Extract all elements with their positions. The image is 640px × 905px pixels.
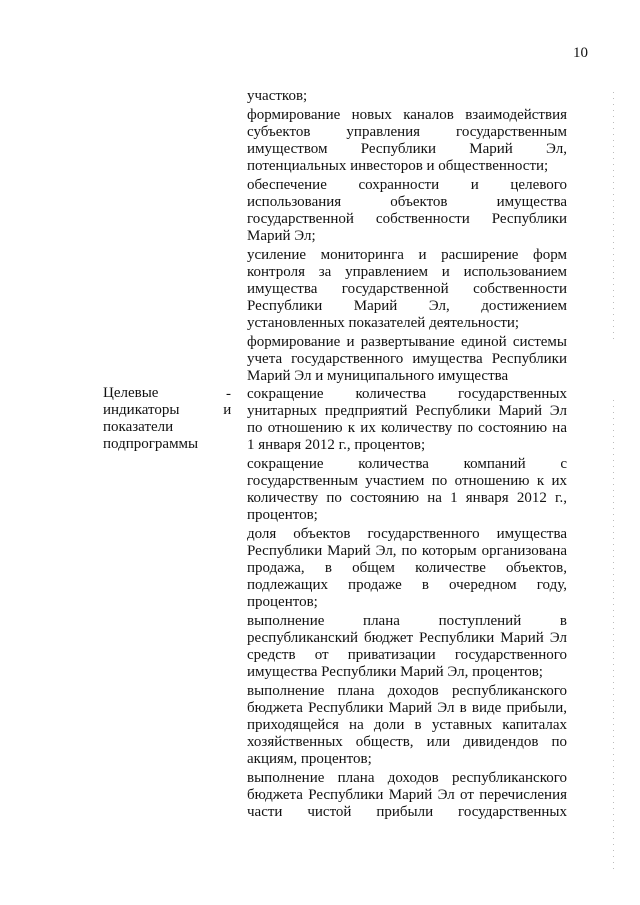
indicator-paragraph: доля объектов государственного имущества Республики Марий Эл, по которым организована продажа, в общем количестве объектов, подлежащих продаже в очередном году, процентов; [247, 526, 567, 610]
section-label-line: индикаторы и [103, 402, 232, 418]
label-dash: - [226, 386, 231, 402]
indicator-paragraph: выполнение плана доходов республиканского бюджета Республики Марий Эл от перечисления части чистой прибыли государственных [247, 770, 567, 820]
scan-artifact-dots [613, 92, 614, 342]
section-label-line: показатели [103, 419, 174, 435]
indicator-paragraph: выполнение плана доходов республиканского бюджета Республики Марий Эл в виде прибыли, приходящейся на доли в уставных капиталах хозяйственных обществ, или дивидендов по акциям, процентов; [247, 683, 567, 767]
objective-paragraph: участков; [247, 88, 308, 104]
objective-paragraph: усиление мониторинга и расширение форм контроля за управлением и использованием имущества государственной собственности Республики Марий Эл, достижением установленных показателей деятельности; [247, 247, 567, 331]
indicator-paragraph: сокращение количества государственных унитарных предприятий Республики Марий Эл по отношению к их количеству по состоянию на 1 января 2012 г., процентов; [247, 386, 567, 453]
objectives-continuation [247, 88, 567, 387]
objective-paragraph: обеспечение сохранности и целевого использования объектов имущества государственной собственности Республики Марий Эл; [247, 177, 567, 244]
objective-paragraph: формирование новых каналов взаимодействия субъектов управления государственным имуществом Республики Марий Эл, потенциальных инвесторов и общественности; [247, 107, 567, 174]
scan-artifact-dots-lower [613, 400, 614, 870]
page-number: 10 [573, 45, 588, 61]
indicators-list [247, 386, 567, 823]
section-label-line: подпрограммы [103, 436, 199, 452]
objective-paragraph: формирование и развертывание единой системы учета государственного имущества Республики Марий Эл и муниципального имущества [247, 334, 567, 384]
section-label [103, 385, 232, 453]
indicator-paragraph: выполнение плана поступлений в республиканский бюджет Республики Марий Эл средств от приватизации государственного имущества Республики Марий Эл, процентов; [247, 613, 567, 680]
section-label-line: Целевые [103, 385, 159, 401]
indicator-paragraph: сокращение количества компаний с государственным участием по отношению к их количеству по состоянию на 1 января 2012 г., процентов; [247, 456, 567, 523]
